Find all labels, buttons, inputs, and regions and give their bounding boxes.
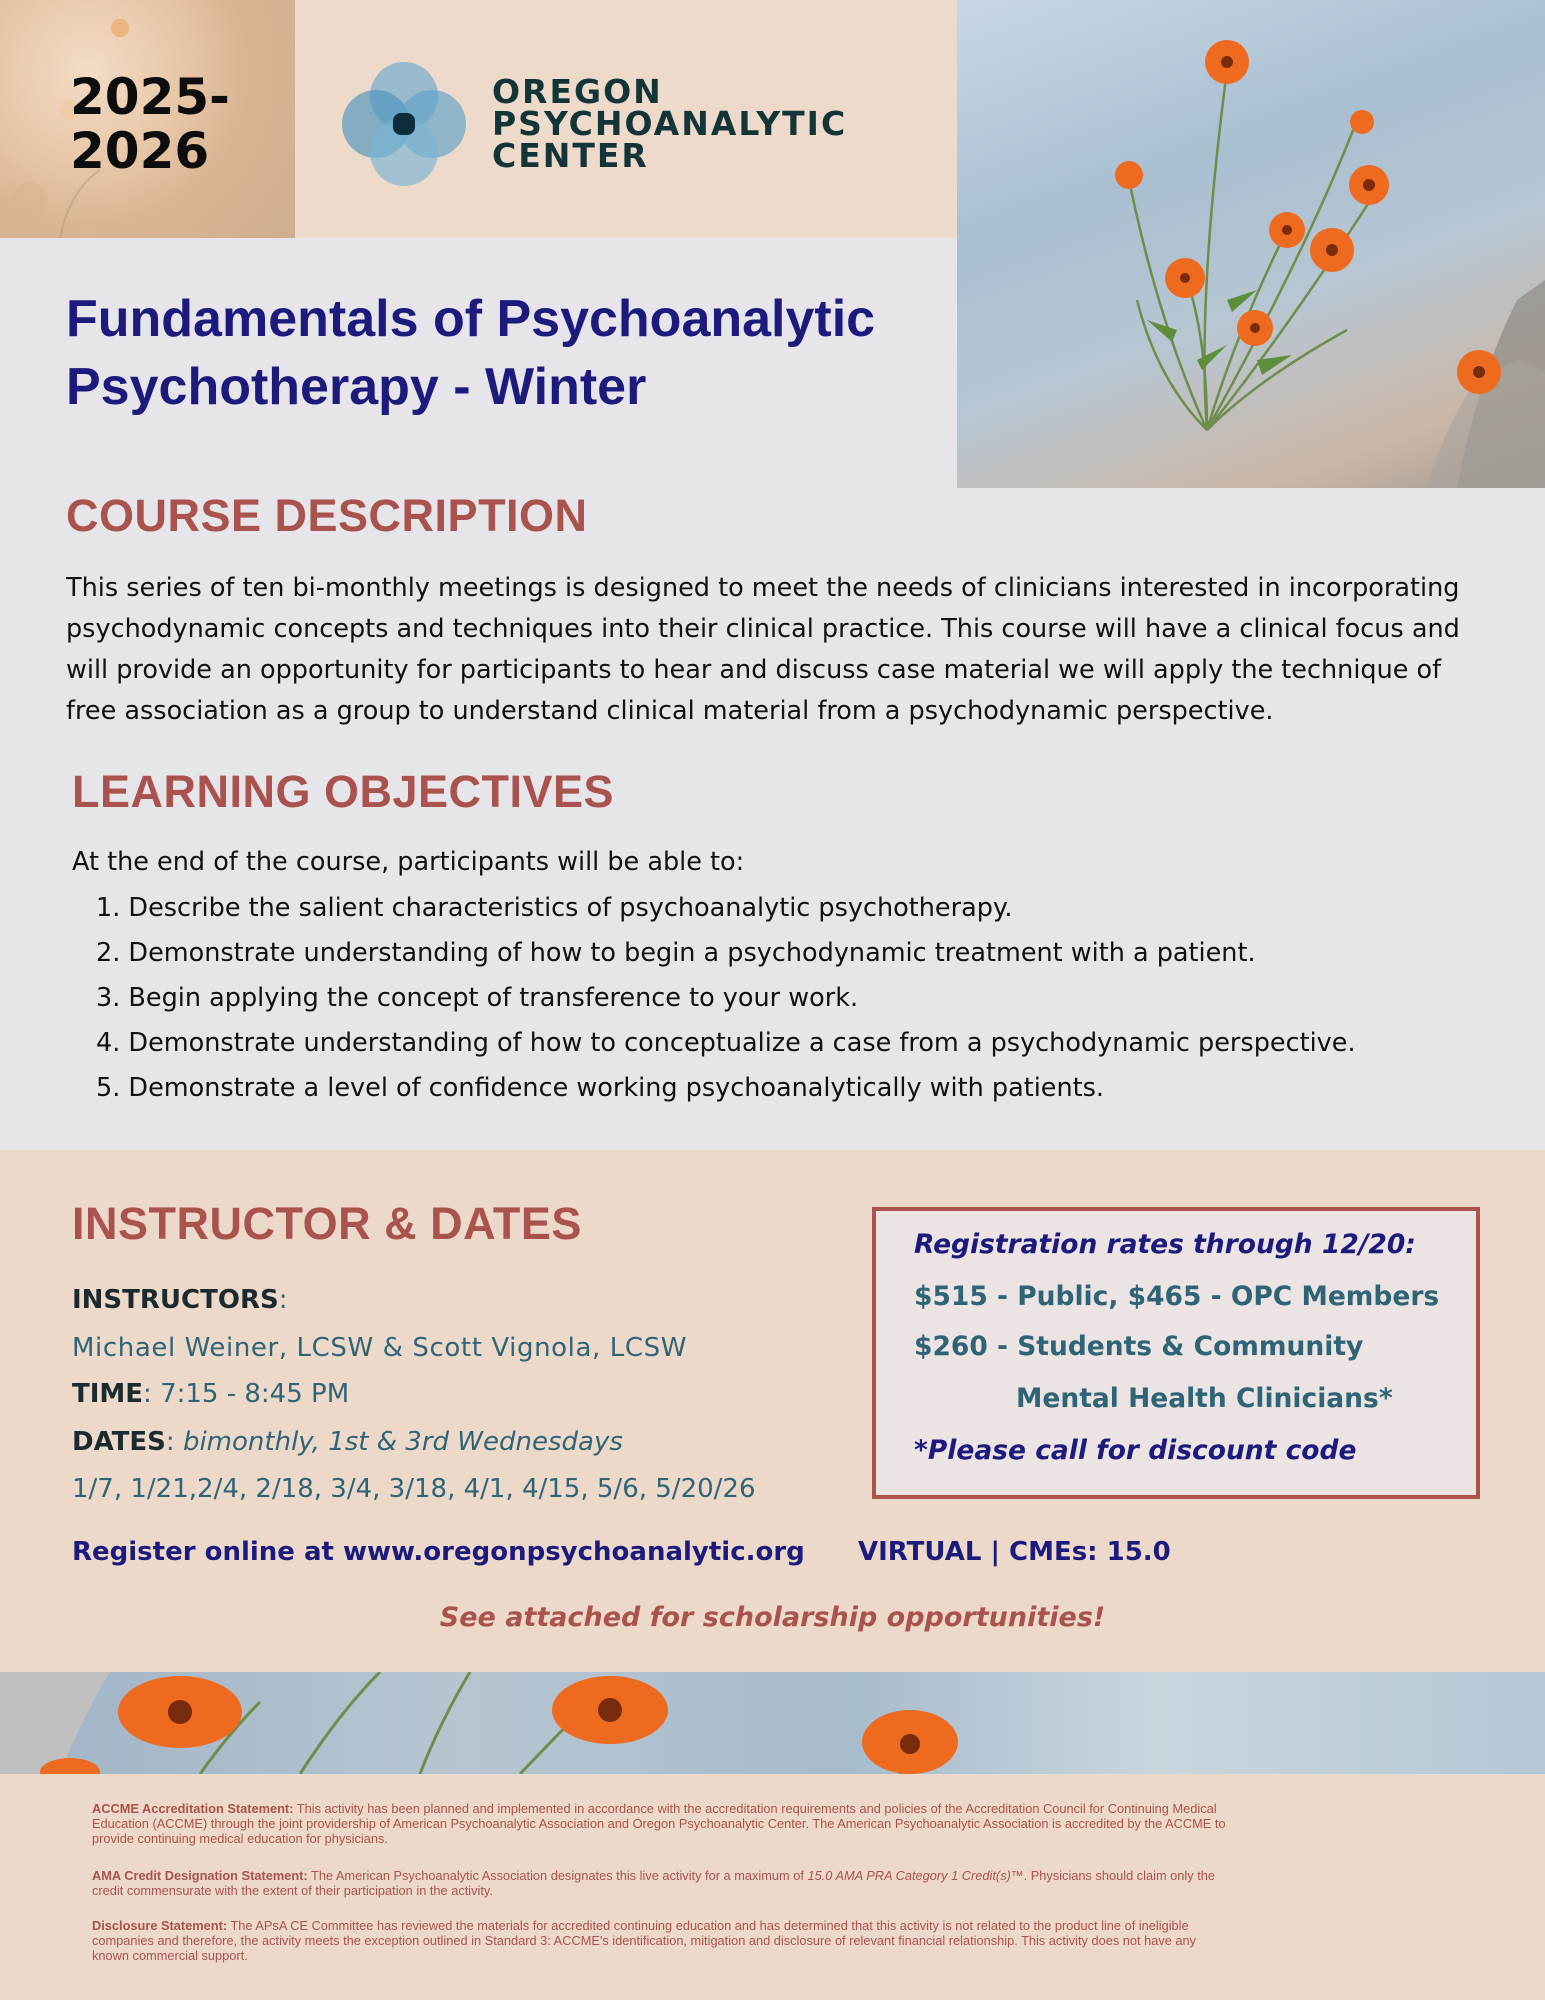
- dates-value: bimonthly, 1st & 3rd Wednesdays: [182, 1427, 623, 1457]
- description-line: psychodynamic concepts and techniques into their clinical practice. This course will have a clinical focus and: [66, 614, 1460, 644]
- registration-box: [872, 1207, 1480, 1499]
- description-line: This series of ten bi-monthly meetings is designed to meet the needs of clinicians interested in incorporating: [66, 573, 1460, 603]
- time-row: [72, 1374, 349, 1414]
- ama-label: AMA Credit Designation Statement:: [92, 1868, 308, 1883]
- objectives-intro: At the end of the course, participants will be able to:: [72, 847, 745, 877]
- accme-text: Education (ACCME) through the joint providership of American Psychoanalytic Association and Oregon Psychoanalytic Center. The American Psychoanalytic Association is accredited by the ACCME to: [92, 1816, 1226, 1831]
- objective-item: 2. Demonstrate understanding of how to begin a psychodynamic treatment with a patient.: [96, 938, 1256, 968]
- description-line: free association as a group to understand clinical material from a psychodynamic perspective.: [66, 696, 1274, 726]
- logo-line1: OREGON: [492, 72, 663, 111]
- accme-statement: [92, 1801, 1452, 1846]
- logo-line3: CENTER: [492, 136, 649, 175]
- logo-wordmark: [492, 72, 848, 175]
- objective-item: 3. Begin applying the concept of transference to your work.: [96, 983, 859, 1013]
- time-label: TIME: [72, 1379, 144, 1409]
- accme-label: ACCME Accreditation Statement:: [92, 1801, 294, 1816]
- ama-text: credit commensurate with the extent of their participation in the activity.: [92, 1883, 493, 1898]
- objective-item: 1. Describe the salient characteristics of psychoanalytic psychotherapy.: [96, 893, 1013, 923]
- ama-text: . Physicians should claim only the: [1023, 1868, 1215, 1883]
- footer-flower-photo: [0, 1672, 1545, 1774]
- registration-rate-public: $515 - Public, $465 - OPC Members: [914, 1281, 1440, 1312]
- instructors-label: INSTRUCTORS: [72, 1285, 279, 1315]
- registration-rate-students: $260 - Students & Community: [914, 1331, 1364, 1362]
- page-title: [66, 285, 926, 421]
- header-flower-photo: [957, 0, 1545, 488]
- disclosure-statement: [92, 1918, 1452, 1963]
- instructors-label-row: [72, 1280, 287, 1320]
- accme-text: This activity has been planned and implemented in accordance with the accreditation requirements and policies of the Accreditation Council for Continuing Medical: [293, 1801, 1217, 1816]
- dates-colon: :: [165, 1427, 175, 1457]
- title-line2: Psychotherapy - Winter: [66, 358, 647, 416]
- learning-objectives-heading: LEARNING OBJECTIVES: [72, 766, 615, 817]
- objective-item: 5. Demonstrate a level of confidence working psychoanalytically with patients.: [96, 1073, 1105, 1103]
- registration-rate-clinicians: Mental Health Clinicians*: [1016, 1383, 1393, 1414]
- registration-heading: Registration rates through 12/20:: [914, 1229, 1416, 1260]
- description-line: will provide an opportunity for participants to hear and discuss case material we will apply the technique of: [66, 655, 1442, 685]
- disclosure-text: known commercial support.: [92, 1948, 248, 1963]
- dates-list: 1/7, 1/21,2/4, 2/18, 3/4, 3/18, 4/1, 4/15, 5/6, 5/20/26: [72, 1474, 756, 1504]
- objectives-list: [96, 886, 1356, 1111]
- dates-label: DATES: [72, 1427, 166, 1457]
- instructors-colon: :: [278, 1285, 288, 1315]
- dates-row: [72, 1422, 623, 1462]
- year-line2: 2026: [70, 122, 210, 180]
- time-value: 7:15 - 8:45 PM: [160, 1379, 350, 1409]
- disclosure-label: Disclosure Statement:: [92, 1918, 228, 1933]
- orange-flowers-image: [957, 0, 1545, 488]
- title-line1: Fundamentals of Psychoanalytic: [66, 290, 876, 348]
- ama-statement: [92, 1868, 1452, 1898]
- registration-note: *Please call for discount code: [914, 1435, 1357, 1466]
- disclosure-text: companies and therefore, the activity meets the exception outlined in Standard 3: ACCME's identification, mitigation and disclosure of relevant financial relationship. This activity does not have any: [92, 1933, 1197, 1948]
- year-line1: 2025-: [70, 68, 230, 126]
- course-description-heading: COURSE DESCRIPTION: [66, 490, 588, 541]
- year-label: [70, 70, 230, 178]
- scholarship-note: See attached for scholarship opportunities!: [439, 1602, 1106, 1633]
- time-colon: :: [143, 1379, 152, 1409]
- logo-line2: PSYCHOANALYTIC: [492, 104, 848, 143]
- virtual-cme-label: VIRTUAL | CMEs: 15.0: [858, 1537, 1171, 1567]
- register-online-link[interactable]: Register online at www.oregonpsychoanalytic.org: [72, 1537, 805, 1567]
- ama-text: The American Psychoanalytic Association designates this live activity for a maximum of: [307, 1868, 808, 1883]
- objective-item: 4. Demonstrate understanding of how to conceptualize a case from a psychodynamic perspective.: [96, 1028, 1356, 1058]
- opc-logo-icon: [338, 58, 470, 190]
- orange-flowers-strip-image: [0, 1672, 1545, 1774]
- ama-credit: 15.0 AMA PRA Category 1 Credit(s)™: [807, 1868, 1024, 1883]
- instructors-value: Michael Weiner, LCSW & Scott Vignola, LCSW: [72, 1333, 688, 1363]
- accme-text: provide continuing medical education for physicians.: [92, 1831, 388, 1846]
- instructor-dates-heading: INSTRUCTOR & DATES: [72, 1198, 582, 1249]
- disclosure-text: The APsA CE Committee has reviewed the materials for accredited continuing education and has determined that this activity is not related to the product line of ineligible: [227, 1918, 1189, 1933]
- course-description-text: [66, 568, 1496, 732]
